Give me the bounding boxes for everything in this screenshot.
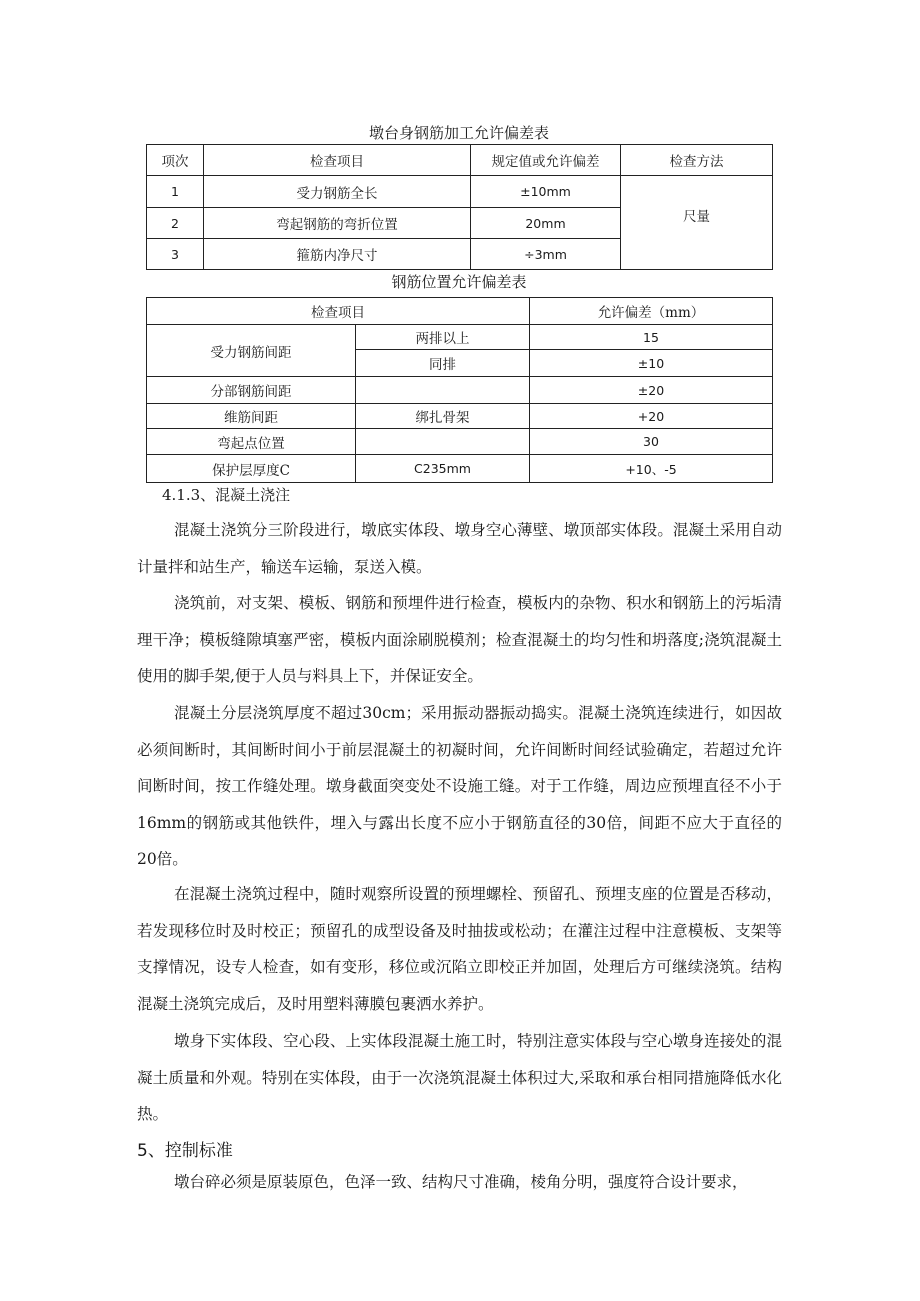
table2-cell-value: ±10	[530, 350, 773, 377]
table-row	[147, 455, 773, 483]
table2-cell-item: 弯起点位置	[147, 429, 356, 455]
table2-cell-sub	[356, 377, 530, 404]
table2-cell-value: +10、-5	[530, 455, 773, 483]
table2-cell-item: 保护层厚度C	[147, 455, 356, 483]
table1-cell-item: 受力钢筋全长	[204, 176, 471, 208]
table1-cell-item: 箍筋内净尺寸	[204, 239, 471, 270]
paragraph: 混凝土分层浇筑厚度不超过30cm；采用振动器振动捣实。混凝土浇筑连续进行，如因故必须间断时，其间断时间小于前层混凝土的初凝时间，允许间断时间经试验确定，若超过允许间断时间，按工作缝处理。墩身截面突变处不设施工缝。对于工作缝，周边应预埋直径不小于16mm的钢筋或其他铁件，埋入与露出长度不应小于钢筋直径的30倍，间距不应大于直径的20倍。	[137, 704, 782, 869]
table-row	[147, 176, 773, 208]
table1-cell-value: ±10mm	[471, 176, 621, 208]
table1-header-method: 检查方法	[621, 145, 773, 176]
table2-cell-value: 15	[530, 325, 773, 350]
table1-cell-value: ÷3mm	[471, 239, 621, 270]
table1-cell-no: 2	[147, 208, 204, 239]
table2-cell-value: ±20	[530, 377, 773, 404]
paragraph: 在混凝土浇筑过程中，随时观察所设置的预埋螺栓、预留孔、预埋支座的位置是否移动，若发现移位时及时校正；预留孔的成型设备及时抽拔或松动；在灌注过程中注意模板、支架等支撑情况，设专人检查，如有变形，移位或沉陷立即校正并加固，处理后方可继续浇筑。结构混凝土浇筑完成后，及时用塑料薄膜包裹洒水养护。	[137, 885, 782, 1013]
table2-header-value: 允许偏差（mm）	[530, 298, 773, 325]
table1-cell-value: 20mm	[471, 208, 621, 239]
table1-cell-item: 弯起钢筋的弯折位置	[204, 208, 471, 239]
table-row	[147, 377, 773, 404]
table2-cell-sub: 绑扎骨架	[356, 404, 530, 429]
table2-cell-item: 维筋间距	[147, 404, 356, 429]
paragraph: 墩身下实体段、空心段、上实体段混凝土施工时，特别注意实体段与空心墩身连接处的混凝土质量和外观。特别在实体段，由于一次浇筑混凝土体积过大,采取和承台相同措施降低水化热。	[137, 1032, 782, 1124]
table1-cell-no: 1	[147, 176, 204, 208]
table2-cell-item: 受力钢筋间距	[147, 325, 356, 377]
table2-cell-sub: C235mm	[356, 455, 530, 483]
table1	[146, 144, 773, 270]
section-heading: 4.1.3、混凝土浇注	[162, 486, 291, 504]
table2-cell-sub: 同排	[356, 350, 530, 377]
table1-header-no: 项次	[147, 145, 204, 176]
control-heading: 5、控制标准	[137, 1141, 233, 1161]
table-row	[147, 404, 773, 429]
table2-cell-sub	[356, 429, 530, 455]
table1-header-value: 规定值或允许偏差	[471, 145, 621, 176]
table1-cell-method: 尺量	[621, 176, 773, 270]
paragraph: 浇筑前，对支架、模板、钢筋和预埋件进行检查，模板内的杂物、积水和钢筋上的污垢清理干净；模板缝隙填塞严密，模板内面涂刷脱模剂；检查混凝土的均匀性和坍落度;浇筑混凝土使用的脚手架,便于人员与料具上下，并保证安全。	[137, 594, 782, 686]
table2	[146, 297, 773, 483]
table1-header-item: 检查项目	[204, 145, 471, 176]
table-row	[147, 325, 773, 350]
table2-cell-value: +20	[530, 404, 773, 429]
paragraph: 混凝土浇筑分三阶段进行，墩底实体段、墩身空心薄壁、墩顶部实体段。混凝土采用自动计量拌和站生产，输送车运输，泵送入模。	[137, 521, 782, 576]
paragraph: 墩台碎必须是原装原色，色泽一致、结构尺寸准确，棱角分明，强度符合设计要求，	[174, 1173, 748, 1191]
table1-caption: 墩台身钢筋加工允许偏差表	[368, 124, 549, 142]
table2-cell-item: 分部钢筋间距	[147, 377, 356, 404]
table-row	[147, 429, 773, 455]
table2-header-item: 检查项目	[147, 298, 530, 325]
table1-cell-no: 3	[147, 239, 204, 270]
table2-caption: 钢筋位置允许偏差表	[391, 273, 527, 291]
table2-cell-value: 30	[530, 429, 773, 455]
table2-cell-sub: 两排以上	[356, 325, 530, 350]
